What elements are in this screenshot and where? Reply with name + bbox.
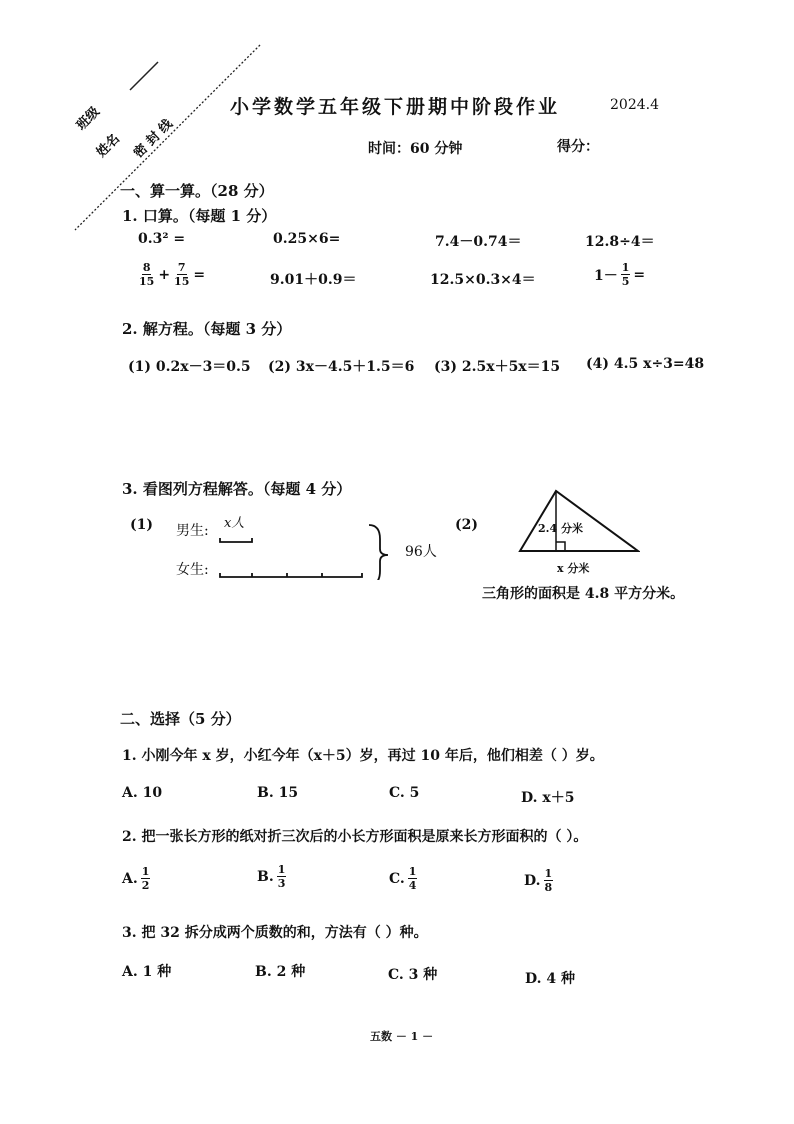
choice-q3-option-c: C. 3 种 xyxy=(388,967,438,983)
diagram1-label: (1) xyxy=(130,517,153,533)
base-label: x 分米 xyxy=(557,562,590,575)
choice-q1-option-b: B. 15 xyxy=(257,785,299,801)
x-people-label: x人 xyxy=(224,516,245,531)
mental-item-1: 0.3² = xyxy=(138,231,186,247)
equation-4: (4) 4.5 x÷3=48 xyxy=(586,356,705,372)
mental-item-7: 12.5×0.3×4＝ xyxy=(430,272,536,288)
mental-item-3: 7.4－0.74＝ xyxy=(435,234,522,250)
q3-heading: 3. 看图列方程解答。（每题 4 分） xyxy=(122,480,352,498)
choice-q3-text: 3. 把 32 拆分成两个质数的和，方法有（ ）种。 xyxy=(122,925,428,941)
mental-item-6: 9.01＋0.9＝ xyxy=(270,272,357,288)
choice-q2-option-d: D. $\frac{1}{8}$ xyxy=(524,867,553,894)
fraction-8-15: $\frac{8}{15}$ xyxy=(139,261,155,288)
choice-q3-option-b: B. 2 种 xyxy=(255,964,306,980)
height-label: 2.4 分米 xyxy=(538,522,583,535)
choice-q1-option-d: D. x＋5 xyxy=(521,790,575,806)
equation-3: (3) 2.5x＋5x＝15 xyxy=(434,359,561,375)
girls-label: 女生: xyxy=(176,562,209,578)
time-label: 时间：60 分钟 xyxy=(368,141,463,157)
score-label: 得分： xyxy=(557,139,599,155)
fraction-7-15: $\frac{7}{15}$ xyxy=(174,261,190,288)
section2-heading: 二、选择（5 分） xyxy=(120,710,241,728)
q2-heading: 2. 解方程。（每题 3 分） xyxy=(122,320,292,338)
choice-q2-text: 2. 把一张长方形的纸对折三次后的小长方形面积是原来长方形面积的（ ）。 xyxy=(122,829,588,845)
class-label: 班级 xyxy=(73,104,103,134)
q1-heading: 1. 口算。（每题 1 分） xyxy=(122,207,277,225)
page-footer: 五数 － 1 － xyxy=(370,1030,434,1043)
choice-q1-text: 1. 小刚今年 x 岁，小红今年（x＋5）岁，再过 10 年后，他们相差（ ）岁。 xyxy=(122,748,604,764)
line-segment-diagram xyxy=(212,515,402,580)
date-label: 2024.4 xyxy=(610,97,659,113)
name-label: 姓名 xyxy=(93,131,123,161)
mental-item-2: 0.25×6= xyxy=(273,231,341,247)
choice-q2-option-b: B. $\frac{1}{3}$ xyxy=(257,863,286,890)
triangle-area-text: 三角形的面积是 4.8 平方分米。 xyxy=(482,586,685,602)
mental-item-5: $\frac{8}{15}$ + $\frac{7}{15}$ = xyxy=(139,261,206,288)
choice-q3-option-a: A. 1 种 xyxy=(122,964,172,980)
diagram2-label: (2) xyxy=(455,517,478,533)
mental-item-8: 1－ $\frac{1}{5}$ = xyxy=(594,261,646,288)
section1-heading: 一、算一算。（28 分） xyxy=(120,182,274,200)
fraction-1-5: $\frac{1}{5}$ xyxy=(621,261,630,288)
mental-item-4: 12.8÷4＝ xyxy=(585,234,655,250)
boys-label: 男生: xyxy=(176,523,209,539)
choice-q1-option-c: C. 5 xyxy=(389,785,420,801)
choice-q3-option-d: D. 4 种 xyxy=(525,971,576,987)
choice-q1-option-a: A. 10 xyxy=(122,785,163,801)
choice-q2-option-c: C. $\frac{1}{4}$ xyxy=(389,865,417,892)
page-title: 小学数学五年级下册期中阶段作业 xyxy=(230,96,561,118)
equation-1: (1) 0.2x－3＝0.5 xyxy=(128,359,251,375)
total-people-label: 96人 xyxy=(405,544,437,560)
equation-2: (2) 3x－4.5＋1.5＝6 xyxy=(268,359,415,375)
choice-q2-option-a: A. $\frac{1}{2}$ xyxy=(122,865,150,892)
seal-line-label: 密 封 线 xyxy=(131,116,176,162)
